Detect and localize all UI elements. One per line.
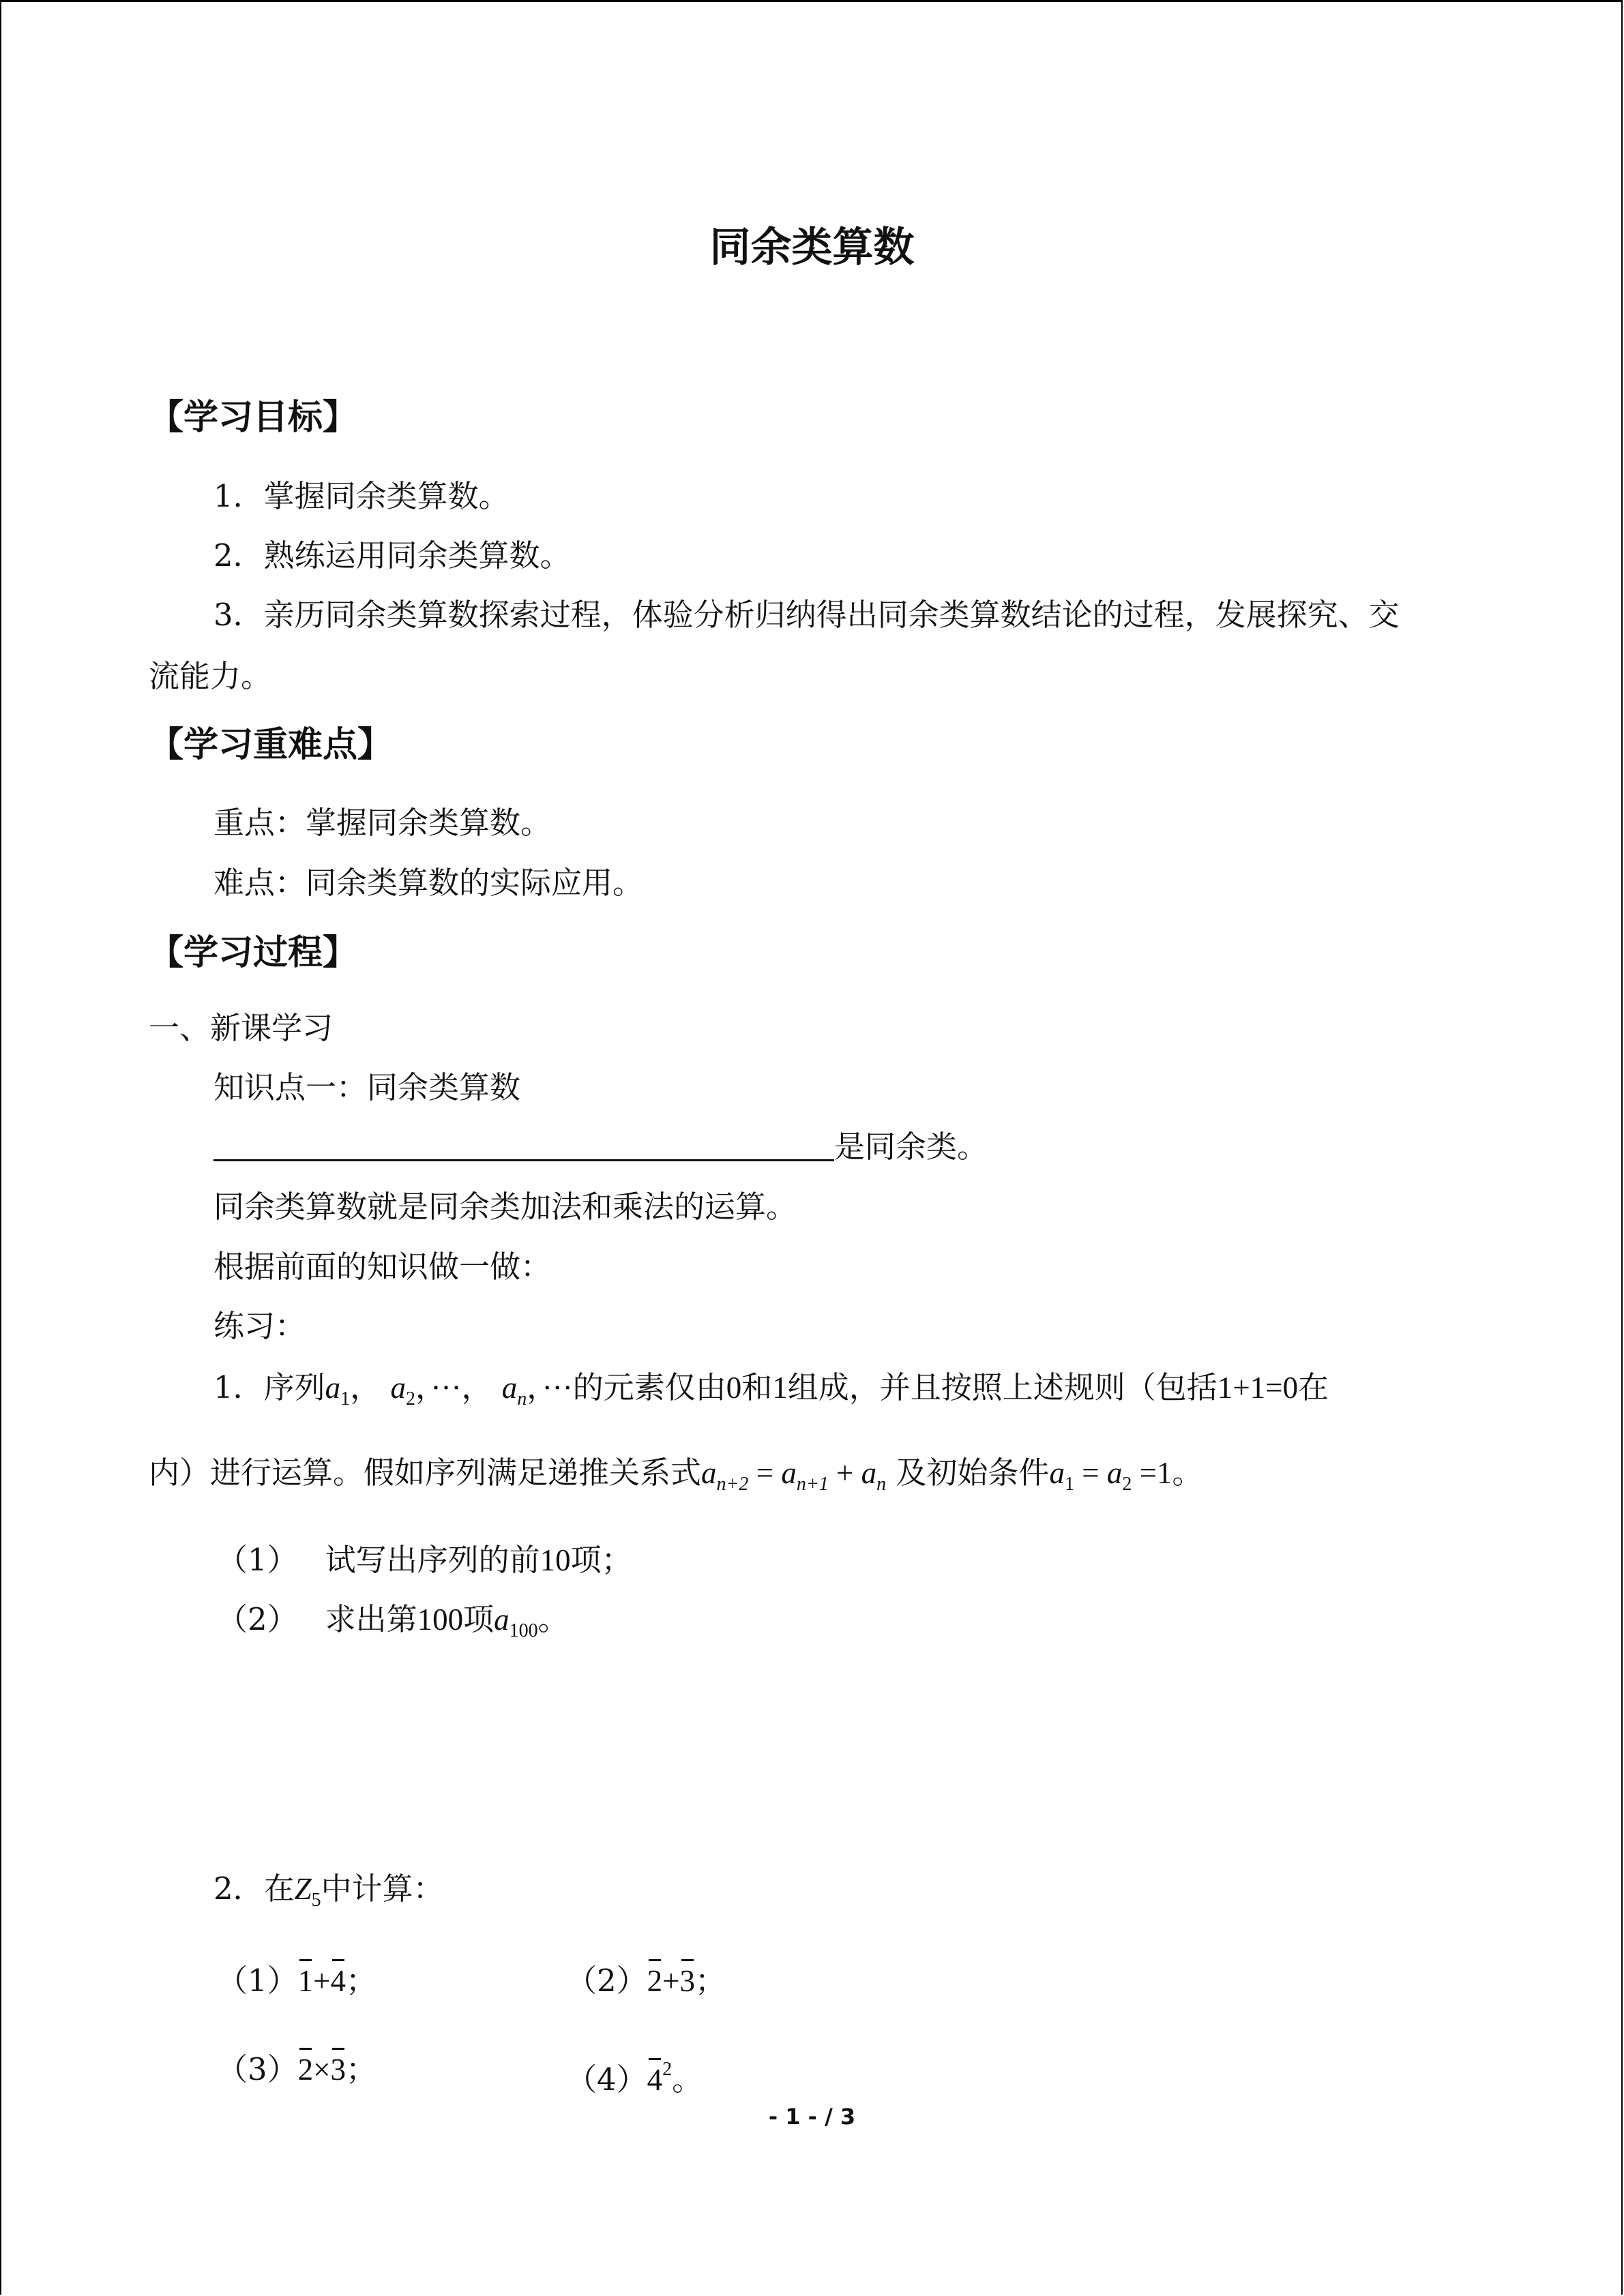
heading-objectives: 【学习目标】 (149, 398, 358, 438)
objective-2: 2．熟练运用同余类算数。 (213, 537, 571, 573)
exercise-1-line2: 内）进行运算。假如序列满足递推关系式$a_{n+2} = a_{n+1} + a_n$ 及初始条件$a_1 = a_2 =1$。 (149, 1455, 1203, 1495)
exercise-2-item-1: （1）1+4； (217, 1960, 377, 2001)
fill-blank[interactable] (213, 1132, 834, 1161)
exercise-1-question-2: （2） 求出第100项$a_{100}$。 (217, 1601, 569, 1641)
fill-in-line: 是同余类。 (213, 1127, 988, 1167)
objective-1: 1．掌握同余类算数。 (213, 478, 510, 514)
page-number: - 1 - / 3 (768, 2104, 856, 2130)
objective-3-line2: 流能力。 (149, 658, 272, 694)
exercise-1-question-1: （1） 试写出序列的前10项； (217, 1542, 632, 1578)
exercise-1-line1: 1．序列$a_1$， $a_2$，···， $a_n$，···的元素仅由0和1组成，并且按照上述规则（包括1+1=0在 (213, 1369, 1329, 1410)
objective-3-line1: 3．亲历同余类算数探索过程，体验分析归纳得出同余类算数结论的过程，发展探究、交 (213, 597, 1400, 633)
exercise-2-item-3: （3）2×3； (217, 2049, 377, 2090)
try-it-text: 根据前面的知识做一做： (213, 1249, 552, 1285)
difficult-point: 难点：同余类算数的实际应用。 (213, 865, 644, 901)
exercise-2-item-2: （2）2+3； (566, 1960, 726, 2001)
heading-process: 【学习过程】 (149, 933, 358, 973)
page-title: 同余类算数 (709, 224, 915, 271)
heading-difficulty: 【学习重难点】 (149, 725, 393, 765)
exercise-2-item-4: $(4)4^2$。 (566, 2049, 703, 2100)
key-point: 重点：掌握同余类算数。 (213, 805, 552, 841)
practice-label: 练习： (213, 1308, 306, 1344)
knowledge-point-1: 知识点一：同余类算数 (213, 1069, 521, 1105)
exercise-2-prompt: 2．在$Z_5$中计算： (213, 1870, 444, 1911)
part-1-heading: 一、新课学习 (149, 1010, 334, 1046)
definition-text: 同余类算数就是同余类加法和乘法的运算。 (213, 1189, 797, 1225)
